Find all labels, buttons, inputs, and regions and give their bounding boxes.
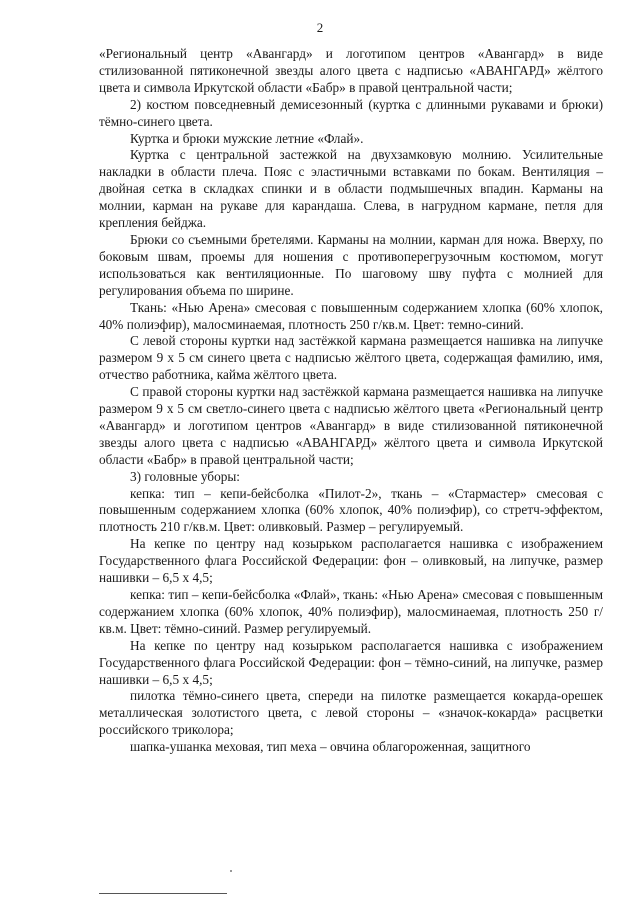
paragraph: кепка: тип – кепи-бейсболка «Пилот-2», ткань – «Стармастер» смесовая с повышенным содержанием хлопка (60% хлопок, 40% полиэфир), со стретч-эффектом, плотность 210 г/кв.м. Цвет: оливковый. Размер – регулируемый. bbox=[99, 485, 603, 535]
paragraph: кепка: тип – кепи-бейсболка «Флай», ткань: «Нью Арена» смесовая с повышенным содержанием хлопка (60% хлопок, 40% полиэфир), малосминаемая, плотность 250 г/кв.м. Цвет: тёмно-синий. Размер регулируемый. bbox=[99, 587, 603, 636]
paragraph: С правой стороны куртки над застёжкой кармана размещается нашивка на липучке размером 9 х 5 см светло-синего цвета с надписью жёлтого цвета «Региональный центр «Авангард» и логотипом центров «Авангард» в виде стилизованной пятиконечной звезды алого цвета с надписью «АВАНГАРД» жёлтого цвета и символа Иркутской области «Бабр» в правой центральной части; bbox=[99, 384, 603, 467]
paragraph: шапка-ушанка меховая, тип меха – овчина облагороженная, защитного bbox=[130, 739, 531, 755]
paragraph: Куртка с центральной застежкой на двухзамковую молнию. Усилительные накладки в области плеча. Пояс с эластичными вставками по бокам. Вентиляция – двойная сетка в складках спинки и в области подмышечных впадин. Карманы на молнии, карман на рукаве для карандаша. Слева, в нагрудном кармане, петля для крепления бейджа. bbox=[99, 147, 603, 231]
paragraph: Куртка и брюки мужские летние «Флай». bbox=[130, 130, 364, 146]
paragraph: 3) головные уборы: bbox=[130, 468, 240, 484]
footnote-separator bbox=[99, 893, 227, 894]
paragraph: пилотка тёмно-синего цвета, спереди на пилотке размещается кокарда-орешек металлическая золотистого цвета, с левой стороны – «значок-кокарда» расцветки российского триколора; bbox=[99, 688, 603, 738]
paragraph: На кепке по центру над козырьком располагается нашивка с изображением Государственного флага Российской Федерации: фон – тёмно-синий, на липучке, размер нашивки – 6,5 х 4,5; bbox=[99, 637, 603, 687]
paragraph: Ткань: «Нью Арена» смесовая с повышенным содержанием хлопка (60% хлопок, 40% полиэфир), малосминаемая, плотность 250 г/кв.м. Цвет: темно-синий. bbox=[99, 299, 603, 332]
paragraph: С левой стороны куртки над застёжкой кармана размещается нашивка на липучке размером 9 х 5 см синего цвета с надписью жёлтого цвета, содержащая фамилию, имя, отчество работника, кайма жёлтого цвета. bbox=[99, 333, 603, 383]
paragraph: 2) костюм повседневный демисезонный (куртка с длинными рукавами и брюки) тёмно-синего цвета. bbox=[99, 96, 603, 129]
paragraph: На кепке по центру над козырьком располагается нашивка с изображением Государственного флага Российской Федерации: фон – оливковый, на липучке, размер нашивки – 6,5 х 4,5; bbox=[99, 536, 603, 586]
paragraph: Брюки со съемными бретелями. Карманы на молнии, карман для ножа. Вверху, по боковым швам, проемы для ношения с противоперегрузочным костюмом, могут использоваться как вентиляционные. По шаговому шву пуфта с молнией для регулирования объема по ширине. bbox=[99, 231, 603, 298]
paragraph: «Региональный центр «Авангард» и логотипом центров «Авангард» в виде стилизованной пятиконечной звезды алого цвета с надписью «АВАНГАРД» жёлтого цвета и символа Иркутской области «Бабр» в правой центральной части; bbox=[99, 46, 603, 95]
document-body bbox=[99, 46, 603, 756]
scan-speck bbox=[230, 870, 232, 872]
page-number: 2 bbox=[316, 20, 324, 35]
